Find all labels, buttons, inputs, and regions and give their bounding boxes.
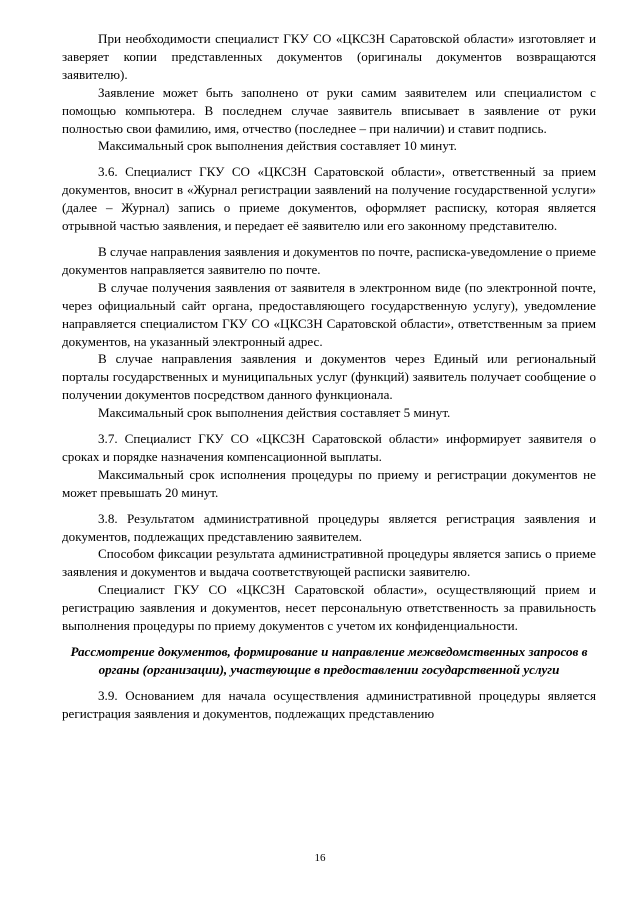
paragraph: Специалист ГКУ СО «ЦКСЗН Саратовской области», осуществляющий прием и регистрацию заявления и документов, несет персональную ответственность за правильность выполнения процедуры по приему документов с учетом их конфиденциальности. bbox=[62, 582, 596, 634]
paragraph: В случае направления заявления и документов через Единый или региональный порталы государственных и муниципальных услуг (функций) заявитель получает сообщение о получении документов посредством данного функционала. bbox=[62, 351, 596, 403]
paragraph: Максимальный срок выполнения действия составляет 5 минут. bbox=[98, 405, 451, 421]
paragraph: При необходимости специалист ГКУ СО «ЦКСЗН Саратовской области» изготовляет и заверяет копии представленных документов (оригиналы документов возвращаются заявителю). bbox=[62, 31, 596, 82]
paragraph: В случае получения заявления от заявителя в электронном виде (по электронной почте, через официальный сайт органа, предоставляющего государственную услугу), уведомление направляется специалистом ГКУ СО «ЦКСЗН Саратовской области», ответственным за прием документов, на указанный электронный адрес. bbox=[62, 279, 596, 349]
paragraph: 3.6. Специалист ГКУ СО «ЦКСЗН Саратовской области», ответственный за прием документов, вносит в «Журнал регистрации заявлений на получение государственной услуги» (далее – Журнал) запись о приеме документов, оформляет расписку, которая является отрывной частью заявления, и передает её заявителю или его законному представителю. bbox=[62, 164, 596, 234]
document-page bbox=[62, 30, 596, 723]
paragraph: Максимальный срок выполнения действия составляет 10 минут. bbox=[98, 138, 457, 154]
paragraph: 3.8. Результатом административной процедуры является регистрация заявления и документов, подлежащих представлению заявителем. bbox=[62, 510, 596, 544]
block-6 bbox=[62, 687, 596, 723]
block-4 bbox=[62, 430, 596, 502]
paragraph: В случае направления заявления и документов по почте, расписка-уведомление о приеме документов направляется заявителю по почте. bbox=[62, 243, 596, 277]
section-heading: Рассмотрение документов, формирование и направление межведомственных запросов в органы (организации), участвующие в предоставлении государственной услуги bbox=[70, 644, 588, 677]
paragraph: 3.7. Специалист ГКУ СО «ЦКСЗН Саратовской области» информирует заявителя о сроках и порядке назначения компенсационной выплаты. bbox=[62, 431, 596, 464]
paragraph: Заявление может быть заполнено от руки самим заявителем или специалистом с помощью компьютера. В последнем случае заявитель вписывает в заявление от руки полностью свои фамилию, имя, отчество (последнее – при наличии) и ставит подпись. bbox=[62, 84, 596, 136]
paragraph: Способом фиксации результата административной процедуры является запись о приеме заявления и документов и выдача соответствующей расписки заявителю. bbox=[62, 546, 596, 580]
paragraph: Максимальный срок исполнения процедуры по приему и регистрации документов не может превышать 20 минут. bbox=[62, 466, 596, 500]
block-5 bbox=[62, 510, 596, 635]
page-number: 16 bbox=[314, 852, 326, 864]
block-1 bbox=[62, 30, 596, 155]
block-3 bbox=[62, 243, 596, 422]
block-2 bbox=[62, 163, 596, 235]
paragraph: 3.9. Основанием для начала осуществления административной процедуры является регистрация заявления и документов, подлежащих представлению bbox=[62, 687, 596, 721]
